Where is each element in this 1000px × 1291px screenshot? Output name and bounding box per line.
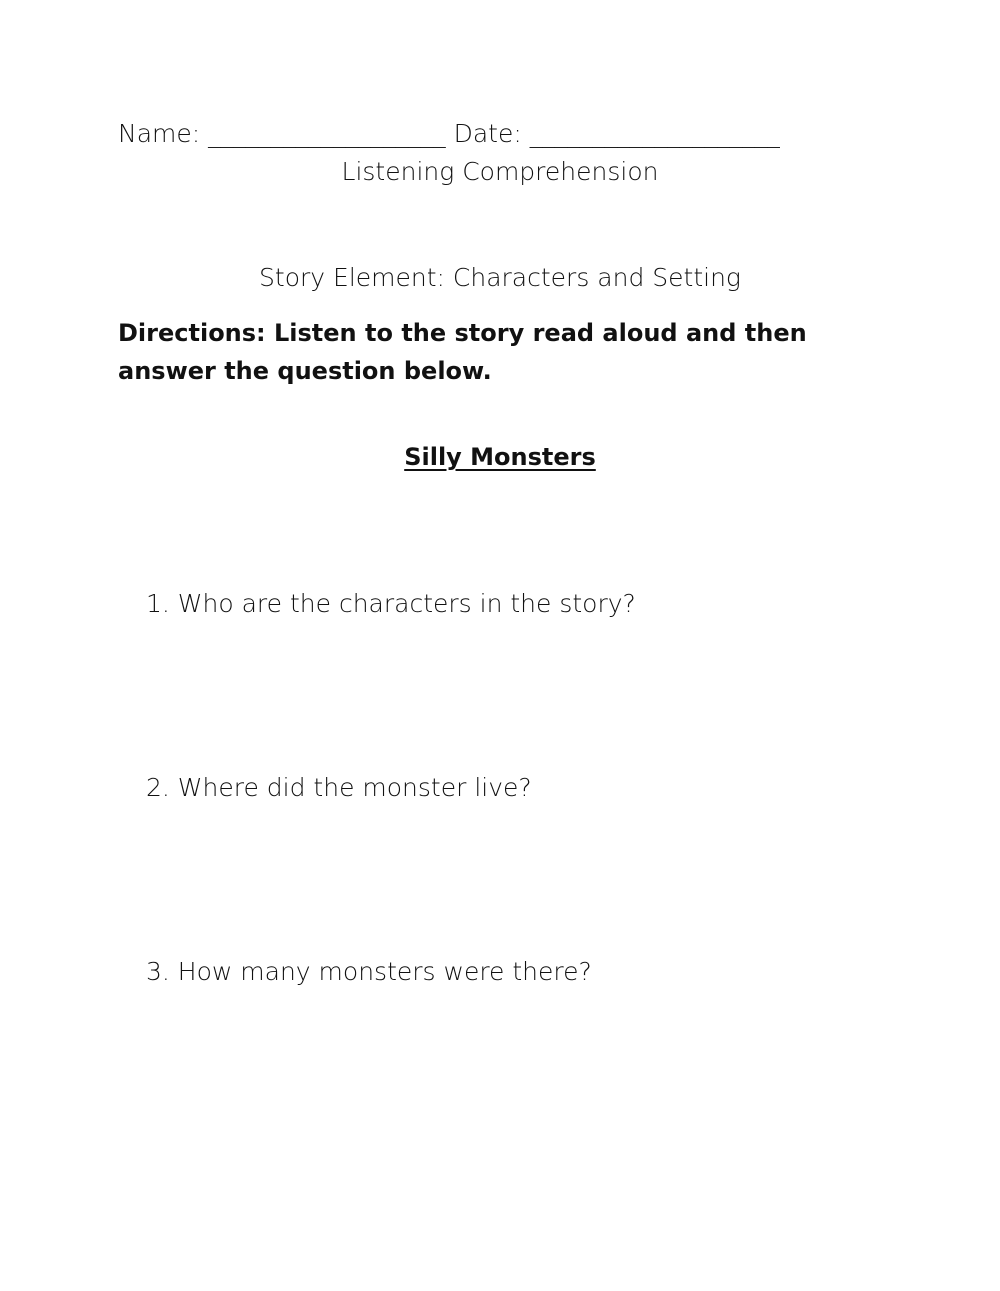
- question-2: 2. Where did the monster live?: [146, 773, 532, 802]
- story-title: Silly Monsters: [404, 443, 596, 471]
- question-3: 3. How many monsters were there?: [146, 957, 592, 986]
- directions-text: Directions: Listen to the story read aloud and then answer the question below.: [118, 319, 807, 385]
- worksheet-title: Listening Comprehension: [341, 157, 659, 186]
- name-date-line: Name: ___________________ Date: ____________________: [118, 119, 780, 148]
- story-title-wrapper: [0, 442, 1000, 472]
- question-1: 1. Who are the characters in the story?: [146, 589, 636, 618]
- story-element-heading: Story Element: Characters and Setting: [259, 263, 741, 292]
